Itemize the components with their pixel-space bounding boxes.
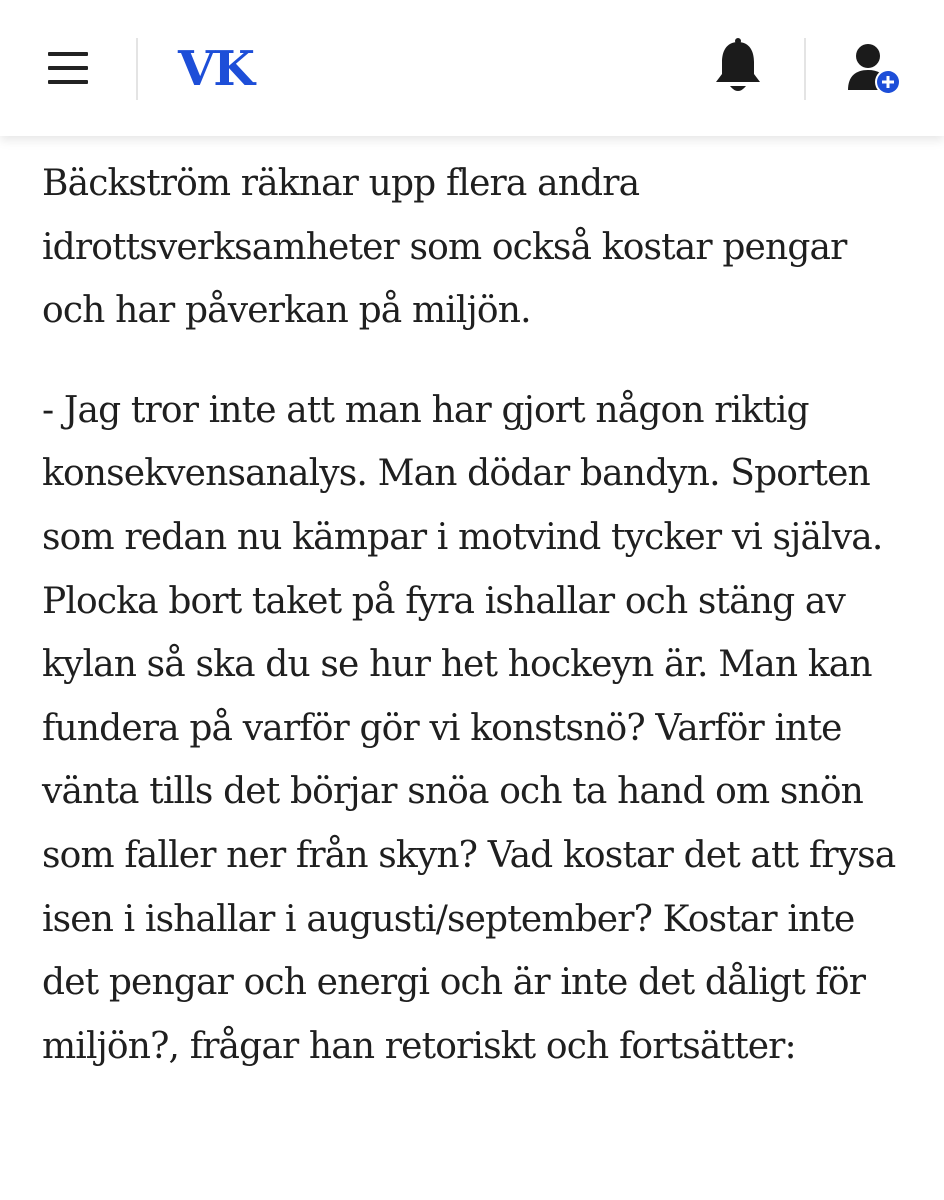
header-divider bbox=[136, 38, 138, 100]
top-navigation-bar bbox=[0, 0, 944, 136]
hamburger-menu-icon bbox=[48, 52, 88, 56]
article-paragraph: - Jag tror inte att man har gjort någon riktig konsekvensanalys. Man dödar bandyn. Sporten som redan nu kämpar i motvind tycker vi själva. Plocka bort taket på fyra ishallar och stäng av kylan så ska du se hur het hockeyn är. Man kan fundera på varför gör vi konstsnö? Varför inte vänta tills det börjar snöa och ta hand om snön som faller ner från skyn? Vad kostar det att frysa isen i ishallar i augusti/september? Kostar inte det pengar och energi och är inte det dåligt för miljön?, frågar han retoriskt och fortsätter: bbox=[42, 389, 896, 1067]
notifications-button[interactable] bbox=[708, 36, 768, 102]
article-paragraph: Bäckström räknar upp flera andra idrottsverksamheter som också kostar pengar och har påverkan på miljön. bbox=[42, 163, 847, 332]
article-body bbox=[42, 146, 902, 1078]
header-divider bbox=[804, 38, 806, 100]
site-logo[interactable] bbox=[178, 36, 253, 102]
logo-text: VK bbox=[178, 41, 253, 97]
add-user-icon bbox=[840, 36, 906, 102]
account-button[interactable] bbox=[840, 36, 906, 102]
bell-icon bbox=[708, 36, 768, 102]
menu-button[interactable] bbox=[28, 28, 108, 108]
